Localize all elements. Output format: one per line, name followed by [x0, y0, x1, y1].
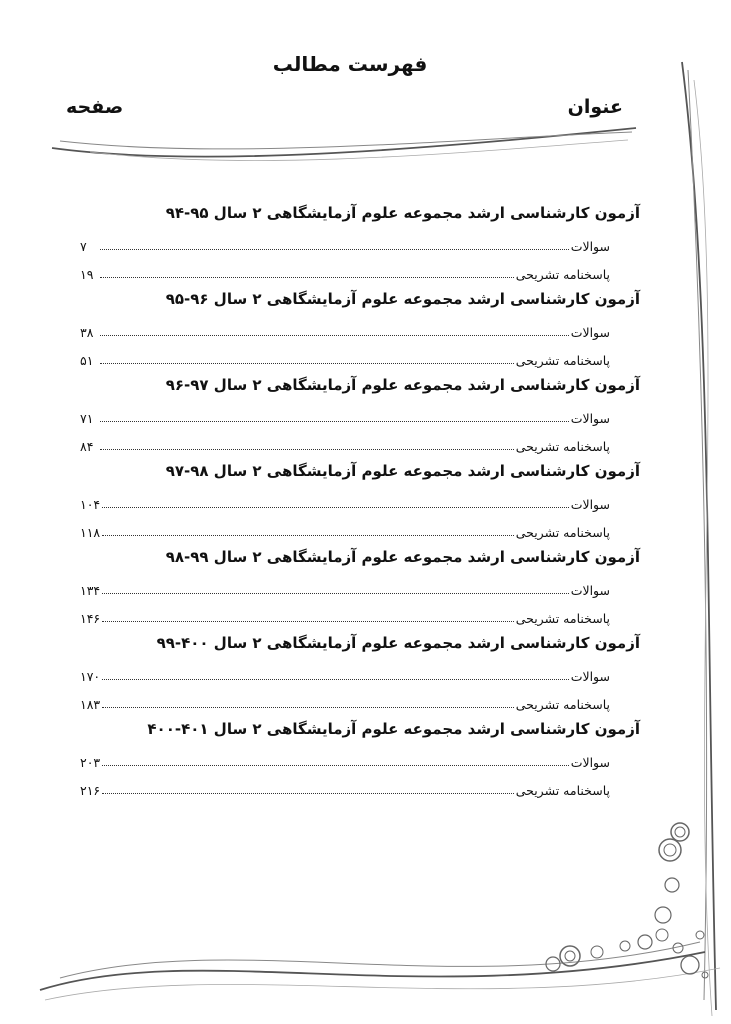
entry-label: سوالات [570, 411, 610, 426]
toc-entry[interactable] [80, 428, 640, 456]
entry-label: پاسخنامه تشریحی [515, 783, 610, 798]
column-header-title: عنوان [567, 96, 623, 118]
entry-page-number: ۷۱ [80, 411, 94, 426]
table-of-contents [80, 198, 640, 800]
dot-leader [102, 792, 514, 794]
entry-page-number: ۱۳۴ [80, 583, 101, 598]
dot-leader [102, 592, 569, 594]
toc-entry[interactable] [80, 572, 640, 600]
toc-entry[interactable] [80, 600, 640, 628]
toc-entry[interactable] [80, 686, 640, 714]
toc-entry[interactable] [80, 342, 640, 370]
column-header-page: صفحه [66, 96, 124, 118]
section-title[interactable]: آزمون کارشناسی ارشد مجموعه علوم آزمایشگاهی ۲ سال ۹۹-۹۸ [165, 548, 640, 566]
toc-entry[interactable] [80, 400, 640, 428]
entry-label: سوالات [570, 497, 610, 512]
entry-page-number: ۸۴ [80, 439, 94, 454]
section-title[interactable]: آزمون کارشناسی ارشد مجموعه علوم آزمایشگاهی ۲ سال ۴۰۱-۴۰۰ [147, 720, 640, 738]
entry-label: سوالات [570, 755, 610, 770]
dot-leader [100, 248, 569, 250]
entry-page-number: ۱۹ [80, 267, 94, 282]
page-title: فهرست مطالب [272, 52, 428, 76]
toc-section [80, 284, 640, 370]
section-title[interactable]: آزمون کارشناسی ارشد مجموعه علوم آزمایشگاهی ۲ سال ۹۷-۹۶ [165, 376, 640, 394]
toc-section [80, 628, 640, 714]
dot-leader [102, 506, 569, 508]
toc-section [80, 370, 640, 456]
toc-entry[interactable] [80, 486, 640, 514]
section-title[interactable]: آزمون کارشناسی ارشد مجموعه علوم آزمایشگاهی ۲ سال ۹۸-۹۷ [165, 462, 640, 480]
toc-entry[interactable] [80, 772, 640, 800]
entry-label: پاسخنامه تشریحی [515, 611, 610, 626]
entry-label: پاسخنامه تشریحی [515, 525, 610, 540]
entry-page-number: ۱۷۰ [80, 669, 101, 684]
toc-entry[interactable] [80, 256, 640, 284]
entry-page-number: ۱۱۸ [80, 525, 101, 540]
entry-label: پاسخنامه تشریحی [515, 697, 610, 712]
entry-page-number: ۷ [80, 239, 87, 254]
toc-section [80, 714, 640, 800]
toc-entry[interactable] [80, 314, 640, 342]
entry-label: سوالات [570, 669, 610, 684]
entry-page-number: ۱۸۳ [80, 697, 101, 712]
entry-label: سوالات [570, 239, 610, 254]
entry-page-number: ۱۴۶ [80, 611, 101, 626]
entry-page-number: ۵۱ [80, 353, 94, 368]
dot-leader [102, 764, 569, 766]
section-title[interactable]: آزمون کارشناسی ارشد مجموعه علوم آزمایشگاهی ۲ سال ۹۵-۹۴ [165, 204, 640, 222]
dot-leader [100, 362, 514, 364]
dot-leader [102, 678, 569, 680]
toc-section [80, 542, 640, 628]
dot-leader [102, 706, 514, 708]
entry-page-number: ۱۰۴ [80, 497, 101, 512]
toc-entry[interactable] [80, 744, 640, 772]
entry-label: پاسخنامه تشریحی [515, 353, 610, 368]
entry-label: سوالات [570, 583, 610, 598]
dot-leader [100, 276, 514, 278]
entry-label: پاسخنامه تشریحی [515, 267, 610, 282]
entry-page-number: ۲۱۶ [80, 783, 101, 798]
section-title[interactable]: آزمون کارشناسی ارشد مجموعه علوم آزمایشگاهی ۲ سال ۹۶-۹۵ [165, 290, 640, 308]
entry-page-number: ۳۸ [80, 325, 94, 340]
section-title[interactable]: آزمون کارشناسی ارشد مجموعه علوم آزمایشگاهی ۲ سال ۴۰۰-۹۹ [156, 634, 640, 652]
dot-leader [102, 534, 514, 536]
toc-entry[interactable] [80, 228, 640, 256]
dot-leader [100, 448, 514, 450]
toc-section [80, 198, 640, 284]
toc-section [80, 456, 640, 542]
entry-label: سوالات [570, 325, 610, 340]
toc-entry[interactable] [80, 658, 640, 686]
dot-leader [100, 420, 569, 422]
dot-leader [102, 620, 514, 622]
entry-page-number: ۲۰۳ [80, 755, 101, 770]
entry-label: پاسخنامه تشریحی [515, 439, 610, 454]
toc-entry[interactable] [80, 514, 640, 542]
dot-leader [100, 334, 569, 336]
